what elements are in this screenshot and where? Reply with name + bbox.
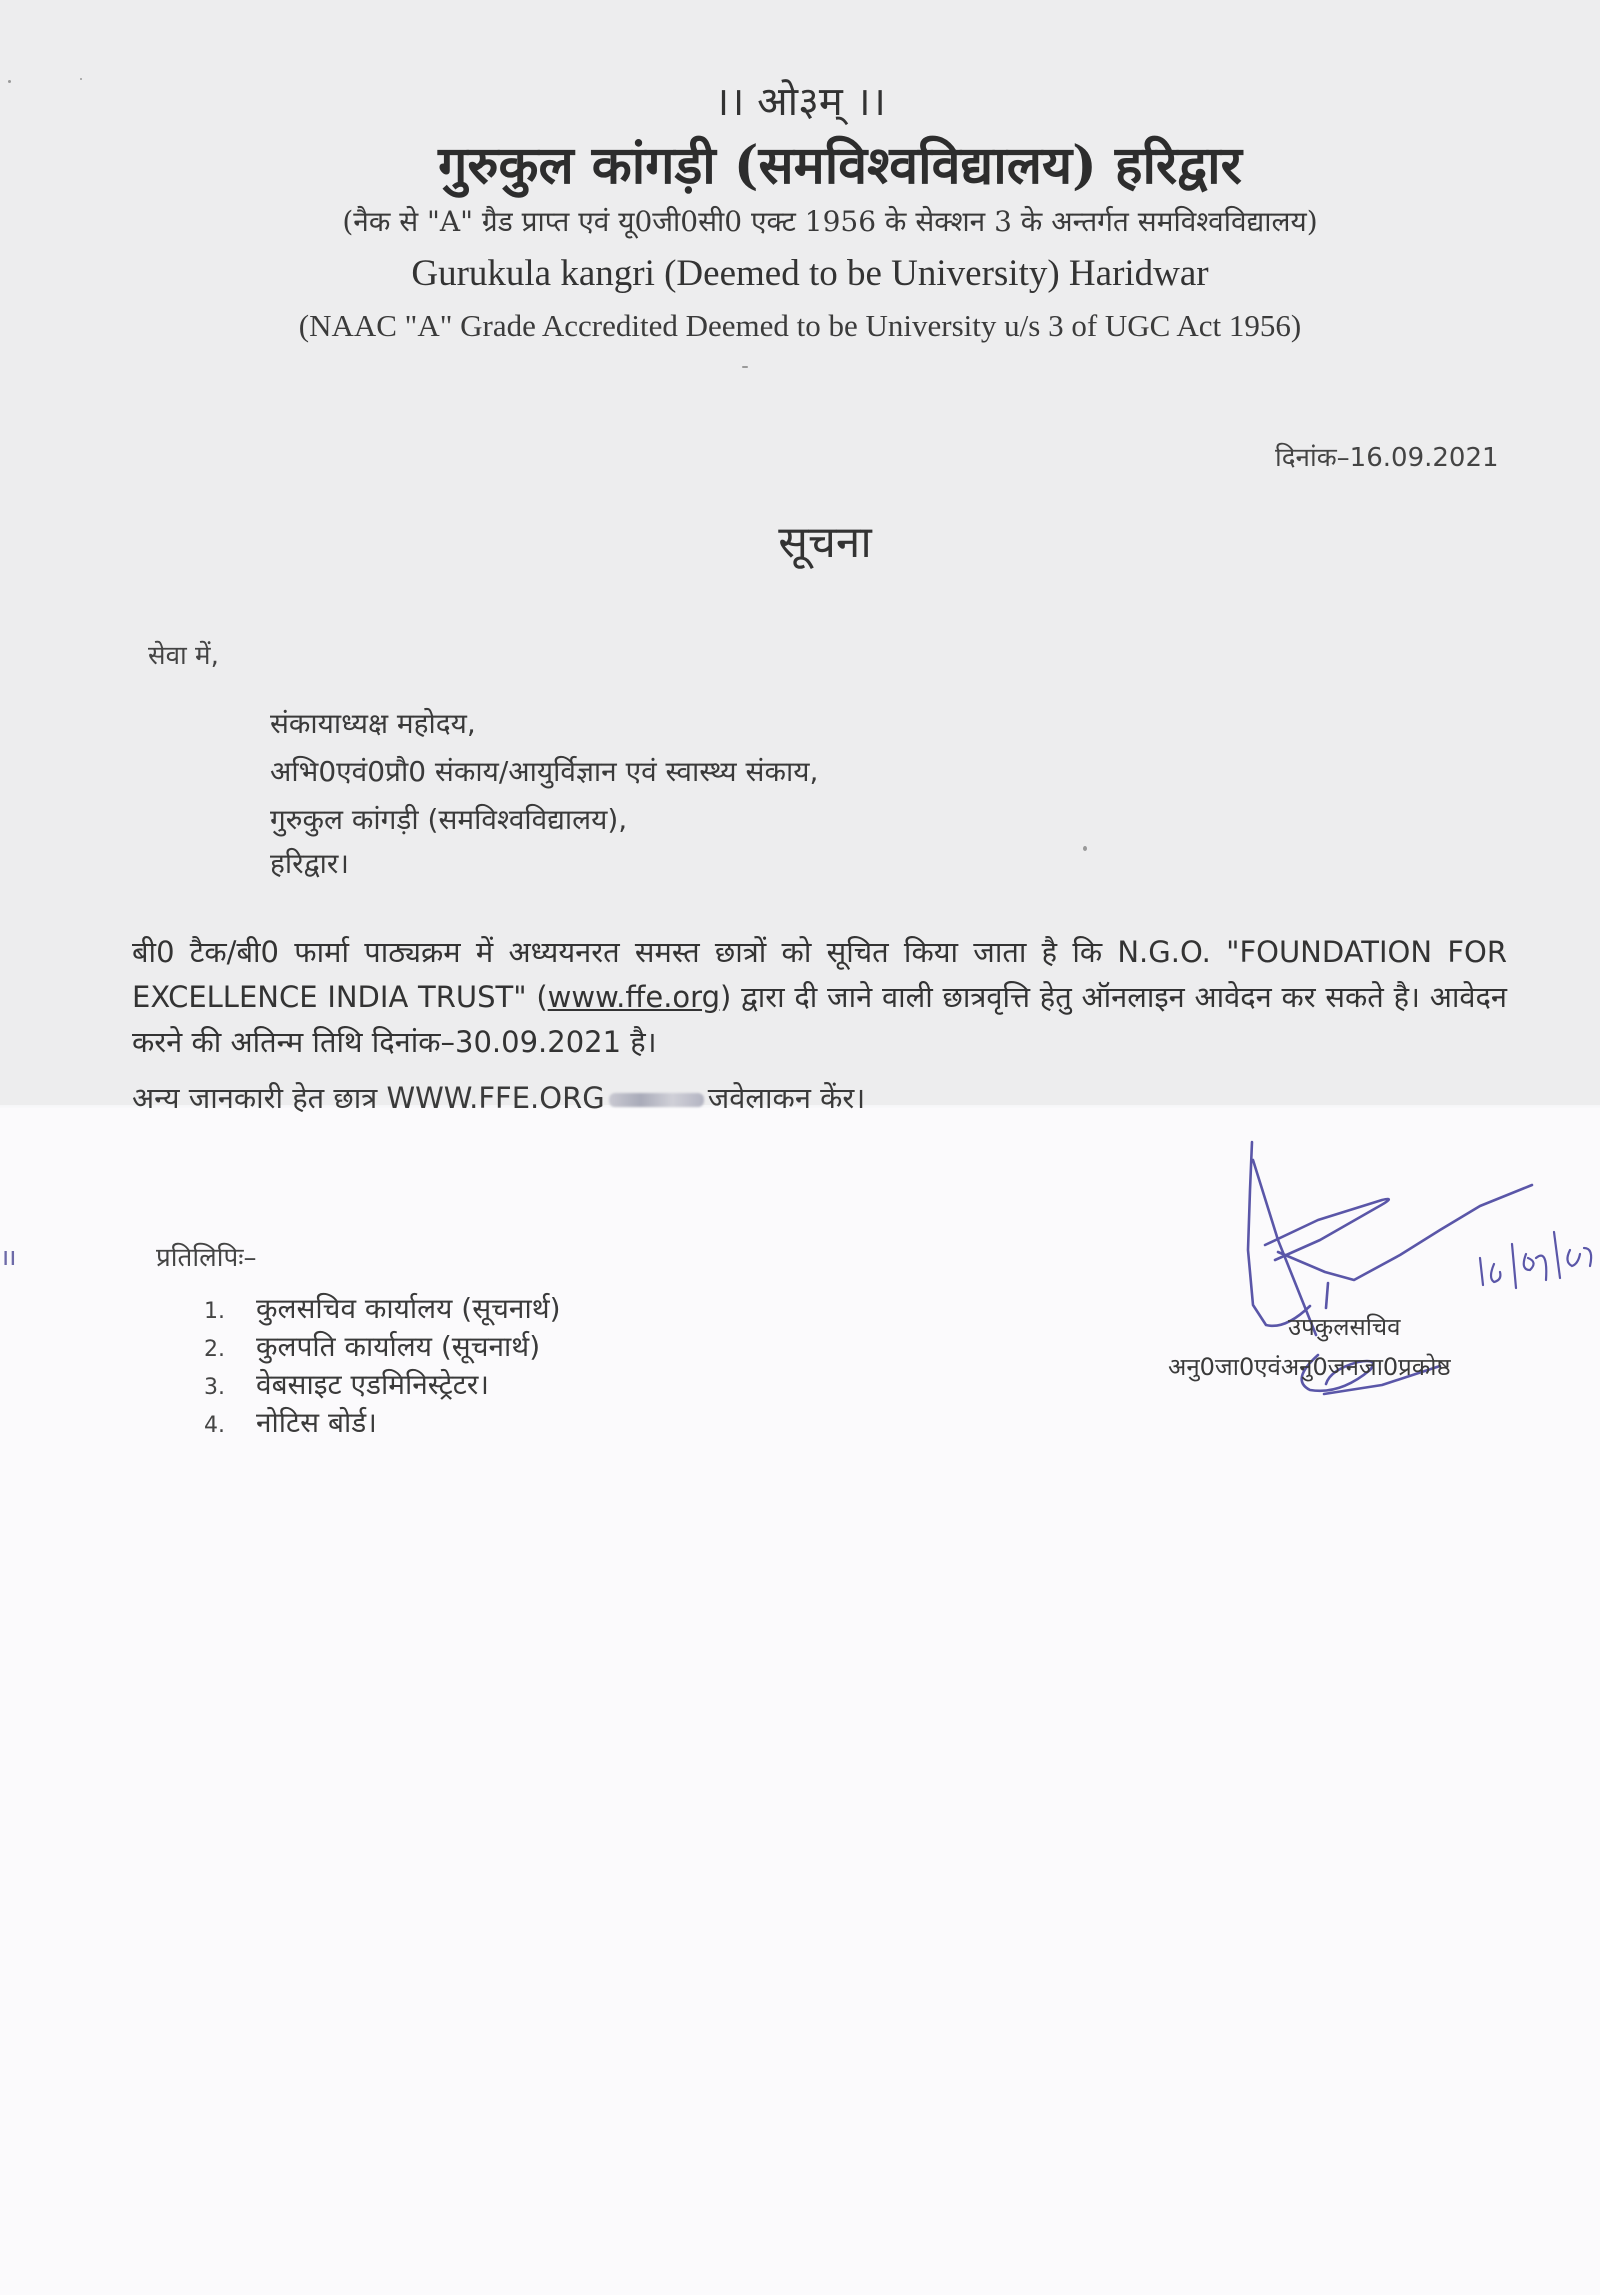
- university-name-english: Gurukula kangri (Deemed to be University) Haridwar: [411, 253, 1209, 294]
- body-text: ) द्वारा दी जाने वाली छात्रवृत्ति हेतु ऑनलाइन आवेदन कर सकते है। आवेदन करने की अतिन्म तिथि दिनांक–30.09.2021 है।: [132, 980, 1507, 1059]
- accreditation-english: (NAAC "A" Grade Accredited Deemed to be University u/s 3 of UGC Act 1956): [298, 308, 1302, 343]
- edge-pen-mark: ıı: [2, 1242, 17, 1272]
- copy-to-heading: प्रतिलिपिः–: [156, 1243, 257, 1273]
- list-number: 1.: [204, 1299, 225, 1324]
- addressee-line: गुरुकुल कांगड़ी (समविश्वविद्यालय),: [270, 803, 628, 836]
- signatory-office: अनु0जा0एवंअनु0जनजा0प्रकोष्ठ: [1168, 1353, 1451, 1381]
- notice-body-extra: [132, 1078, 865, 1117]
- list-item: [204, 1404, 561, 1442]
- scan-speck: [742, 366, 748, 368]
- university-name-hindi: गुरुकुल कांगड़ी (समविश्वविद्यालय) हरिद्वार: [438, 135, 1242, 196]
- list-item: [204, 1290, 561, 1328]
- addressee-line: संकायाध्यक्ष महोदय,: [270, 707, 476, 740]
- list-number: 4.: [204, 1413, 225, 1438]
- notice-title: सूचना: [778, 517, 872, 568]
- notice-body: [132, 930, 1507, 1065]
- scan-speck: [1083, 846, 1087, 851]
- addressee-line: अभि0एवं0प्रौ0 संकाय/आयुर्विज्ञान एवं स्वास्थ्य संकाय,: [270, 755, 819, 788]
- accreditation-hindi: (नैक से "A" ग्रैड प्राप्त एवं यू0जी0सी0 एक्ट 1956 के सेक्शन 3 के अन्तर्गत समविश्वविद्यालय): [342, 205, 1318, 238]
- signature: [1150, 1130, 1600, 1450]
- salutation: सेवा में,: [148, 641, 219, 671]
- handwritten-signature: [1150, 1130, 1600, 1450]
- handwritten-date-marks: [1480, 1232, 1591, 1288]
- list-text: कुलपति कार्यालय (सूचनार्थ): [256, 1330, 541, 1363]
- list-text: नोटिस बोर्ड।: [256, 1406, 377, 1439]
- list-number: 2.: [204, 1337, 225, 1362]
- list-text: वेबसाइट एडमिनिस्ट्रेटर।: [256, 1368, 489, 1401]
- signatory-designation: उपकुलसचिव: [1288, 1313, 1401, 1341]
- addressee-line: हरिद्वार।: [270, 847, 349, 880]
- om-invocation: ।। ओ३म् ।।: [714, 79, 886, 125]
- body-text: जवेलाकन केंर।: [707, 1081, 866, 1115]
- body-text: अन्य जानकारी हेत छात्र WWW.FFE.ORG: [132, 1081, 605, 1115]
- list-number: 3.: [204, 1375, 225, 1400]
- copy-to-list: [204, 1290, 561, 1442]
- notice-date: दिनांक–16.09.2021: [1275, 443, 1499, 473]
- list-item: [204, 1328, 561, 1366]
- list-text: कुलसचिव कार्यालय (सूचनार्थ): [256, 1292, 561, 1325]
- list-item: [204, 1366, 561, 1404]
- scan-smudge: [609, 1093, 704, 1107]
- ffe-link[interactable]: www.ffe.org: [547, 980, 720, 1014]
- body-text: बी0 टैक/बी0 फार्मा पाठ्यक्रम में अध्ययनरत समस्त छात्रों को सूचित किया जाता है कि N.G.O. "FOUNDATION FOR EXCELLENCE INDIA TRUST" (: [132, 935, 1507, 1014]
